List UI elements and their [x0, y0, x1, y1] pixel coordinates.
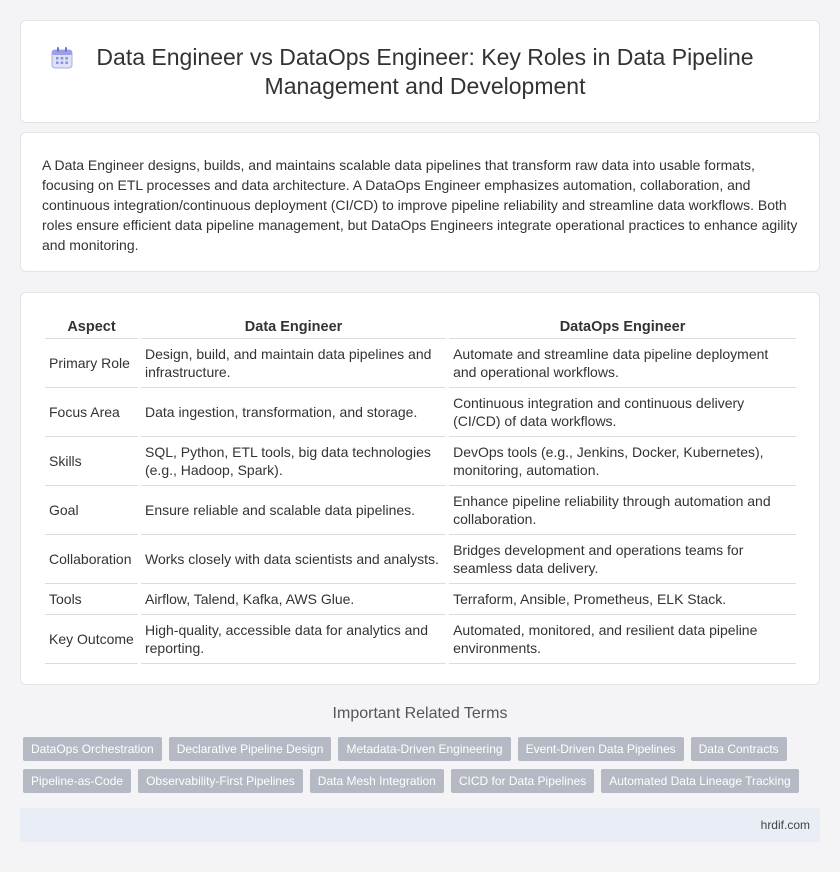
dataops-engineer-cell: Automate and streamline data pipeline deployment and operational workflows. — [449, 339, 796, 388]
aspect-cell: Primary Role — [45, 339, 138, 388]
tag-cicd-for-data-pipelines[interactable]: CICD for Data Pipelines — [451, 769, 594, 793]
table-row — [45, 615, 796, 664]
data-engineer-cell: Works closely with data scientists and analysts. — [141, 535, 446, 584]
intro-paragraph: A Data Engineer designs, builds, and maintains scalable data pipelines that transform raw data into usable formats, focusing on ETL processes and data architecture. A DataOps Engineer emphasizes automation, collaboration, and continuous integration/continuous deployment (CI/CD) to improve pipeline reliability and streamline data workflows. Both roles ensure efficient data pipeline management, but DataOps Engineers integrate operational practices to enhance agility and monitoring. — [42, 157, 798, 253]
comparison-table — [42, 315, 799, 664]
table-row — [45, 584, 796, 615]
dataops-engineer-cell: DevOps tools (e.g., Jenkins, Docker, Kubernetes), monitoring, automation. — [449, 437, 796, 486]
dataops-engineer-cell: Bridges development and operations teams for seamless data delivery. — [449, 535, 796, 584]
table-row — [45, 437, 796, 486]
data-engineer-cell: Data ingestion, transformation, and storage. — [141, 388, 446, 437]
table-header-row — [45, 315, 796, 339]
tag-row-1 — [23, 737, 823, 761]
related-terms-tags — [23, 737, 823, 801]
header-data-engineer: Data Engineer — [141, 315, 446, 339]
data-engineer-cell: Ensure reliable and scalable data pipelines. — [141, 486, 446, 535]
dataops-engineer-cell: Continuous integration and continuous delivery (CI/CD) of data workflows. — [449, 388, 796, 437]
title-card — [20, 20, 820, 123]
tag-metadata-driven-engineering[interactable]: Metadata-Driven Engineering — [338, 737, 510, 761]
tag-observability-first-pipelines[interactable]: Observability-First Pipelines — [138, 769, 303, 793]
tag-declarative-pipeline-design[interactable]: Declarative Pipeline Design — [169, 737, 332, 761]
footer-site[interactable]: hrdif.com — [760, 818, 810, 832]
data-engineer-cell: Design, build, and maintain data pipelines and infrastructure. — [141, 339, 446, 388]
dataops-engineer-cell: Automated, monitored, and resilient data pipeline environments. — [449, 615, 796, 664]
tag-automated-data-lineage-tracking[interactable]: Automated Data Lineage Tracking — [601, 769, 798, 793]
tag-data-contracts[interactable]: Data Contracts — [691, 737, 787, 761]
table-row — [45, 535, 796, 584]
tag-event-driven-data-pipelines[interactable]: Event-Driven Data Pipelines — [518, 737, 684, 761]
data-engineer-cell: SQL, Python, ETL tools, big data technologies (e.g., Hadoop, Spark). — [141, 437, 446, 486]
dataops-engineer-cell: Terraform, Ansible, Prometheus, ELK Stack. — [449, 584, 796, 615]
data-engineer-cell: High-quality, accessible data for analytics and reporting. — [141, 615, 446, 664]
header-dataops-engineer: DataOps Engineer — [449, 315, 796, 339]
aspect-cell: Skills — [45, 437, 138, 486]
footer — [20, 808, 820, 842]
data-engineer-cell: Airflow, Talend, Kafka, AWS Glue. — [141, 584, 446, 615]
dataops-engineer-cell: Enhance pipeline reliability through automation and collaboration. — [449, 486, 796, 535]
header-aspect: Aspect — [45, 315, 138, 339]
page-title: Data Engineer vs DataOps Engineer: Key Roles in Data Pipeline Management and Development — [96, 43, 754, 99]
tag-dataops-orchestration[interactable]: DataOps Orchestration — [23, 737, 162, 761]
tag-data-mesh-integration[interactable]: Data Mesh Integration — [310, 769, 444, 793]
table-row — [45, 339, 796, 388]
tag-pipeline-as-code[interactable]: Pipeline-as-Code — [23, 769, 131, 793]
aspect-cell: Focus Area — [45, 388, 138, 437]
tag-row-2 — [23, 769, 823, 793]
aspect-cell: Collaboration — [45, 535, 138, 584]
related-terms-title: Important Related Terms — [332, 705, 508, 722]
aspect-cell: Goal — [45, 486, 138, 535]
aspect-cell: Tools — [45, 584, 138, 615]
table-row — [45, 486, 796, 535]
comparison-card — [20, 292, 820, 685]
table-row — [45, 388, 796, 437]
aspect-cell: Key Outcome — [45, 615, 138, 664]
intro-card — [20, 132, 820, 272]
